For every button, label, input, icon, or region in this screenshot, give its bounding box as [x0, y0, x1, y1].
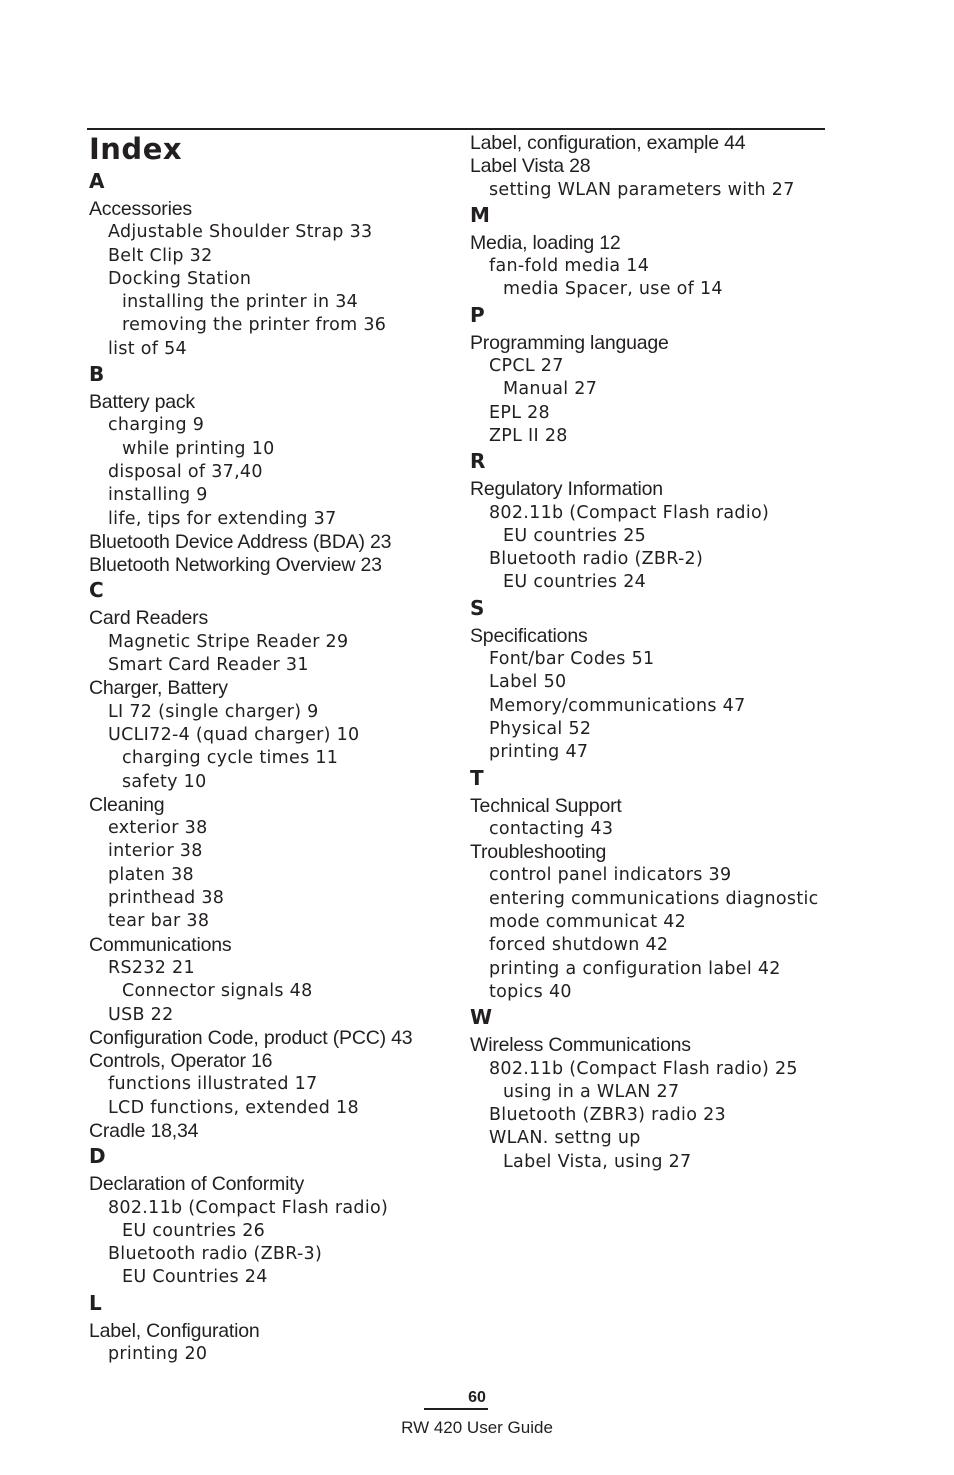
index-subentry: 802.11b (Compact Flash radio) 25	[489, 1058, 798, 1079]
section-letter: M	[470, 202, 491, 227]
guide-title: RW 420 User Guide	[401, 1418, 553, 1437]
right-entries	[470, 132, 830, 1174]
index-entry: Controls, Operator 16	[89, 1050, 273, 1073]
index-subentry: setting WLAN parameters with 27	[489, 179, 795, 200]
index-subsubentry: installing the printer in 34	[122, 292, 359, 313]
page-title: Index	[89, 132, 183, 166]
index-subsubentry: safety 10	[122, 771, 207, 792]
index-entry: Regulatory Information	[470, 478, 663, 501]
index-subentry: Bluetooth radio (ZBR-3)	[108, 1244, 323, 1265]
index-subentry: Physical 52	[489, 718, 592, 739]
index-entry: Cradle 18,34	[89, 1119, 199, 1142]
section-letter: L	[89, 1290, 103, 1315]
index-entry: Bluetooth Networking Overview 23	[89, 554, 382, 577]
index-left-column	[89, 132, 459, 1366]
index-subentry: EPL 28	[489, 402, 550, 423]
section-letter: R	[470, 449, 486, 474]
header-rule	[87, 128, 825, 130]
section-letter: D	[89, 1144, 107, 1169]
section-letter: C	[89, 578, 105, 603]
index-entry: Card Readers	[89, 607, 208, 630]
index-subentry: printhead 38	[108, 888, 225, 909]
section-letter: A	[89, 169, 105, 193]
index-subentry: printing a configuration label 42	[489, 958, 781, 979]
index-subentry: platen 38	[108, 864, 194, 885]
section-letter: W	[470, 1005, 493, 1030]
index-subsubentry: EU countries 26	[122, 1220, 266, 1241]
index-entry: Label Vista 28	[470, 155, 591, 178]
index-subsubentry: charging cycle times 11	[122, 748, 339, 769]
index-subentry: CPCL 27	[489, 356, 564, 377]
index-subentry: ZPL II 28	[489, 425, 568, 446]
index-entry: Configuration Code, product (PCC) 43	[89, 1026, 413, 1049]
index-subentry: printing 20	[108, 1344, 208, 1365]
index-subentry: mode communicat 42	[489, 912, 687, 933]
index-subentry: contacting 43	[489, 818, 614, 839]
index-subentry: fan-fold media 14	[489, 256, 650, 277]
index-subentry: USB 22	[108, 1004, 174, 1025]
index-subsubentry: media Spacer, use of 14	[503, 279, 723, 300]
index-entry: Declaration of Conformity	[89, 1173, 305, 1196]
index-subentry: LCD functions, extended 18	[108, 1097, 359, 1118]
index-subsubentry: using in a WLAN 27	[503, 1081, 680, 1102]
index-subentry: entering communications diagnostic	[489, 888, 819, 909]
index-subsubentry: removing the printer from 36	[122, 315, 387, 336]
section-letter: S	[470, 595, 485, 620]
index-subentry: exterior 38	[108, 818, 208, 839]
index-entry: Media, loading 12	[470, 231, 621, 254]
index-subentry: Docking Station	[108, 268, 252, 289]
index-subentry: Adjustable Shoulder Strap 33	[108, 222, 373, 243]
index-subsubentry: EU Countries 24	[122, 1267, 268, 1288]
index-subentry: Memory/communications 47	[489, 695, 746, 716]
page-number: 60	[468, 1389, 486, 1406]
index-subsubentry: Manual 27	[503, 379, 598, 400]
index-subentry: Font/bar Codes 51	[489, 649, 655, 670]
index-entry: Troubleshooting	[470, 841, 607, 864]
index-subentry: disposal of 37,40	[108, 461, 263, 482]
index-subentry: Belt Clip 32	[108, 245, 213, 266]
index-entry: Label, Configuration	[89, 1319, 260, 1342]
index-subsubentry: EU countries 25	[503, 525, 647, 546]
index-subentry: interior 38	[108, 841, 203, 862]
index-subentry: list of 54	[108, 338, 187, 359]
index-subsubentry: Label Vista, using 27	[503, 1151, 692, 1172]
index-entry: Battery pack	[89, 391, 195, 414]
page-number-rule	[424, 1408, 488, 1410]
index-subentry: installing 9	[108, 485, 208, 506]
index-entry: Communications	[89, 933, 232, 956]
index-entry: Specifications	[470, 624, 588, 647]
index-subentry: LI 72 (single charger) 9	[108, 701, 319, 722]
index-entry: Bluetooth Device Address (BDA) 23	[89, 530, 392, 553]
index-entry: Wireless Communications	[470, 1034, 691, 1057]
index-subentry: RS232 21	[108, 957, 195, 978]
section-letter: B	[89, 362, 105, 387]
index-subentry: control panel indicators 39	[489, 865, 732, 886]
index-subentry: functions illustrated 17	[108, 1074, 318, 1095]
index-right-column	[470, 132, 830, 1174]
index-subentry: charging 9	[108, 415, 205, 436]
index-subentry: life, tips for extending 37	[108, 508, 337, 529]
index-subentry: Bluetooth radio (ZBR-2)	[489, 549, 704, 570]
index-subentry: Magnetic Stripe Reader 29	[108, 631, 349, 652]
index-subentry: tear bar 38	[108, 911, 210, 932]
index-entry: Technical Support	[470, 794, 622, 817]
index-subsubentry: Connector signals 48	[122, 981, 313, 1002]
index-subentry: forced shutdown 42	[489, 935, 669, 956]
index-subentry: 802.11b (Compact Flash radio)	[108, 1197, 389, 1218]
index-subentry: Label 50	[489, 672, 567, 693]
index-entry: Charger, Battery	[89, 677, 228, 700]
index-subsubentry: while printing 10	[122, 438, 275, 459]
left-entries	[89, 168, 459, 1366]
index-subentry: Bluetooth (ZBR3) radio 23	[489, 1105, 726, 1126]
index-entry: Cleaning	[89, 793, 165, 816]
section-letter: T	[470, 765, 485, 790]
index-subentry: WLAN. settng up	[489, 1128, 641, 1149]
index-subentry: 802.11b (Compact Flash radio)	[489, 502, 770, 523]
index-entry: Accessories	[89, 198, 192, 220]
section-letter: P	[470, 302, 486, 327]
index-entry: Programming language	[470, 331, 669, 354]
index-subentry: UCLI72-4 (quad charger) 10	[108, 724, 360, 745]
index-subentry: Smart Card Reader 31	[108, 655, 309, 676]
index-subentry: topics 40	[489, 981, 572, 1002]
index-subentry: printing 47	[489, 742, 589, 763]
index-entry: Label, configuration, example 44	[470, 132, 746, 154]
index-subsubentry: EU countries 24	[503, 572, 647, 593]
